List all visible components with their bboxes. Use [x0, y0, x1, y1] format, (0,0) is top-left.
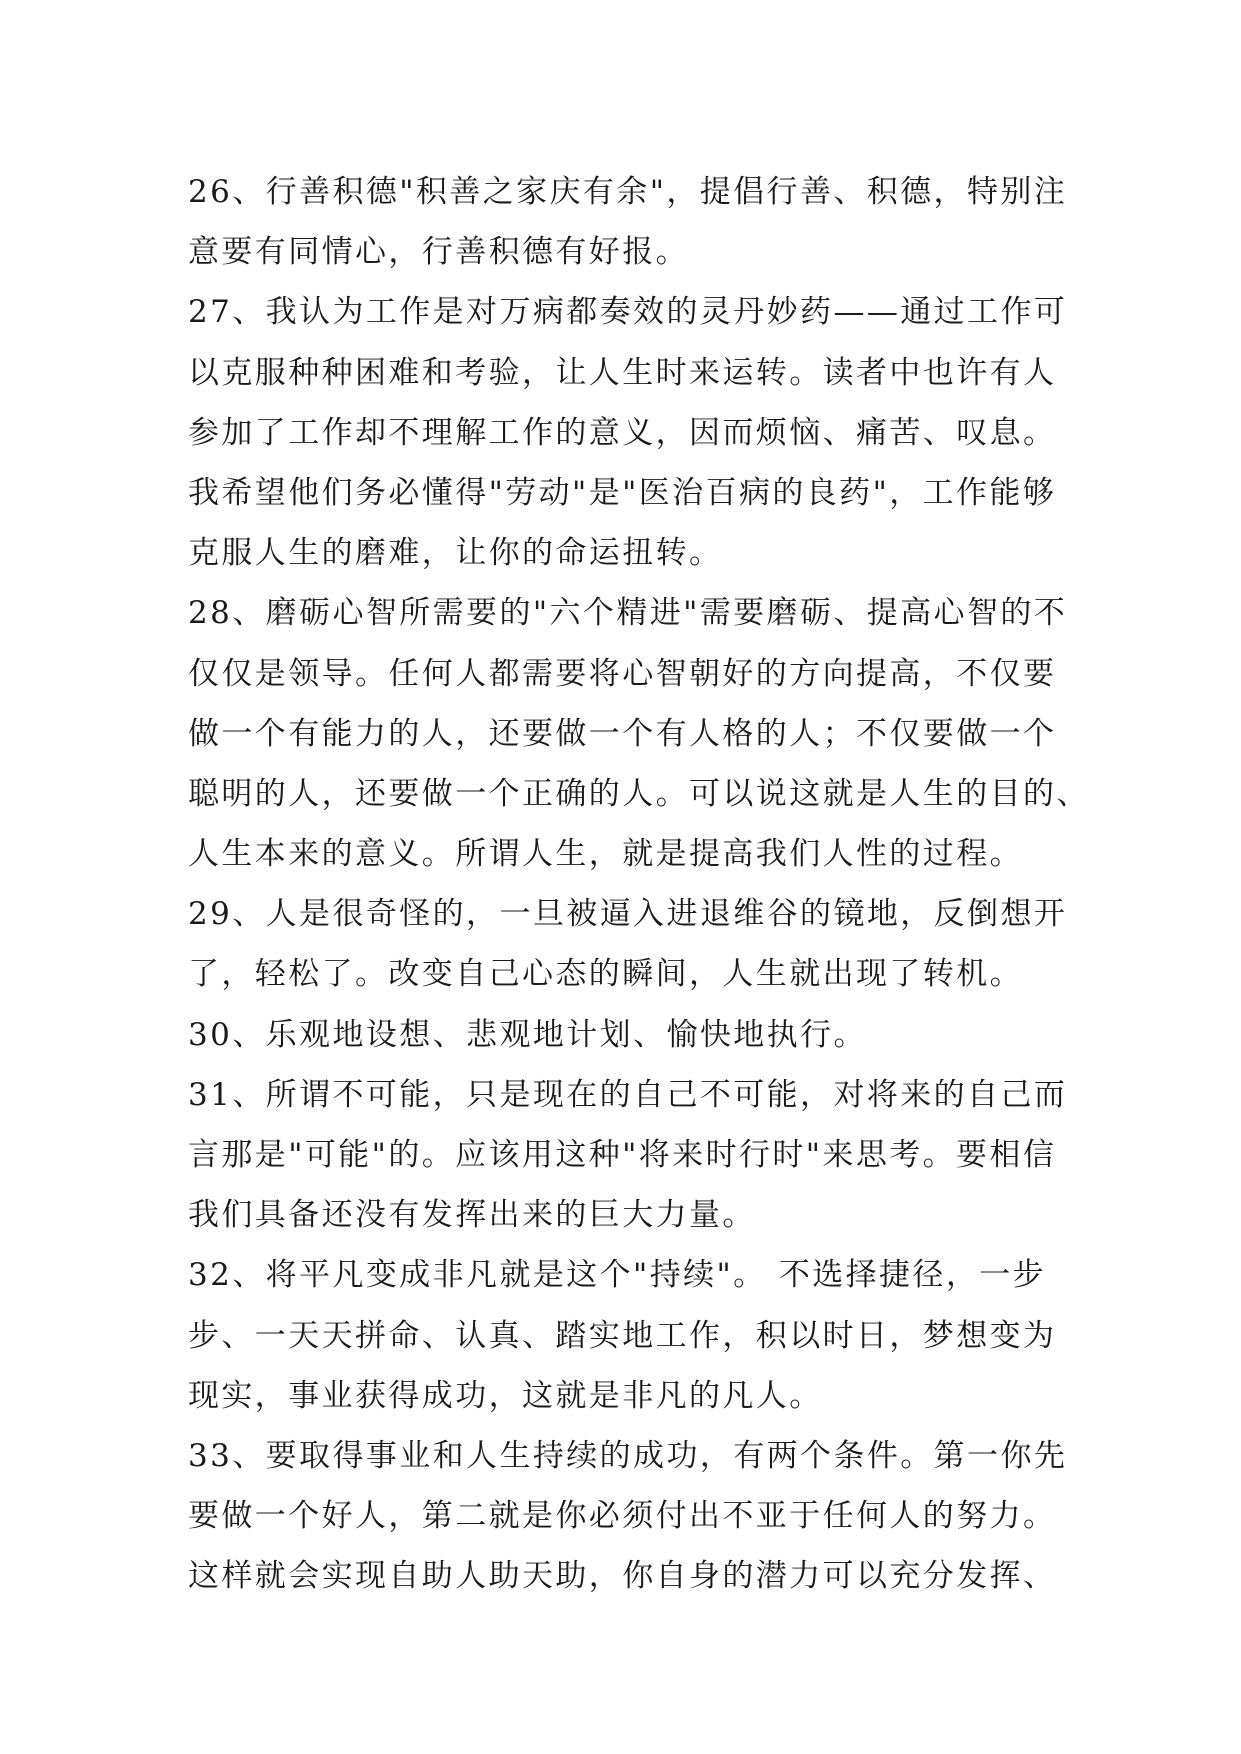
text-line: 做一个有能力的人，还要做一个有人格的人；不仅要做一个: [188, 715, 1057, 752]
text-line: 人生本来的意义。所谓人生，就是提高我们人性的过程。: [188, 836, 1023, 873]
text-line: 要做一个好人，第二就是你必须付出不亚于任何人的努力。: [188, 1498, 1057, 1535]
document-body: [188, 162, 1090, 1607]
text-line: 意要有同情心，行善积德有好报。: [188, 234, 689, 271]
text-line: 我希望他们务必懂得"劳动"是"医治百病的良药"，工作能够: [188, 474, 1057, 511]
text-line: 参加了工作却不理解工作的意义，因而烦恼、痛苦、叹息。: [188, 414, 1057, 451]
text-line: 克服人生的磨难，让你的命运扭转。: [188, 535, 723, 572]
text-line: 现实，事业获得成功，这就是非凡的凡人。: [188, 1377, 823, 1414]
text-line: 聪明的人，还要做一个正确的人。可以说这就是人生的目的、: [188, 775, 1090, 812]
text-line: 步、一天天拼命、认真、踏实地工作，积以时日，梦想变为: [188, 1317, 1057, 1354]
text-line: 28、磨砺心智所需要的"六个精进"需要磨砺、提高心智的不: [188, 595, 1068, 632]
text-line: 27、我认为工作是对万病都奏效的灵丹妙药——通过工作可: [188, 294, 1068, 331]
text-line: 26、行善积德"积善之家庆有余"，提倡行善、积德，特别注: [188, 174, 1068, 210]
text-line: 29、人是很奇怪的，一旦被逼入进退维谷的镜地，反倒想开: [188, 896, 1068, 933]
text-line: 31、所谓不可能，只是现在的自己不可能，对将来的自己而: [188, 1076, 1068, 1113]
text-line: 32、将平凡变成非凡就是这个"持续"。 不选择捷径，一步: [188, 1257, 1047, 1294]
text-line: 言那是"可能"的。应该用这种"将来时行时"来思考。要相信: [188, 1137, 1057, 1173]
text-line: 了，轻松了。改变自己心态的瞬间，人生就出现了转机。: [188, 956, 1023, 993]
text-line: 33、要取得事业和人生持续的成功，有两个条件。第一你先: [188, 1437, 1068, 1474]
text-line: 以克服种种困难和考验，让人生时来运转。读者中也许有人: [188, 354, 1057, 391]
text-line: 我们具备还没有发挥出来的巨大力量。: [188, 1197, 756, 1234]
text-line: 仅仅是领导。任何人都需要将心智朝好的方向提高，不仅要: [188, 655, 1057, 692]
text-line: 30、乐观地设想、悲观地计划、愉快地执行。: [188, 1016, 867, 1053]
text-line: 这样就会实现自助人助天助，你自身的潜力可以充分发挥、: [188, 1558, 1057, 1595]
